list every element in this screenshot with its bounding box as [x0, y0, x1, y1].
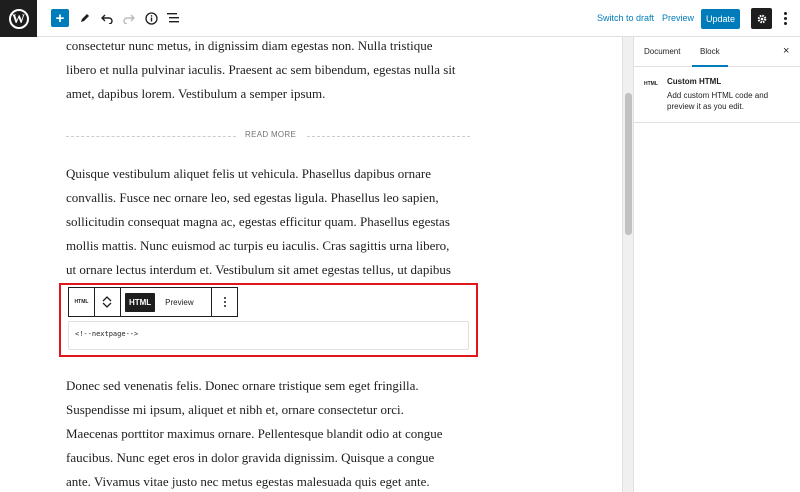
switch-to-draft-link[interactable]: Switch to draft	[597, 13, 655, 23]
block-card-description: Add custom HTML code and preview it as you edit.	[667, 91, 769, 111]
block-options-button[interactable]	[212, 288, 237, 316]
update-button[interactable]: Update	[701, 9, 740, 29]
settings-button[interactable]	[751, 8, 772, 29]
list-view-icon	[167, 12, 180, 24]
dot-icon	[784, 12, 787, 15]
settings-sidebar	[633, 37, 800, 492]
separator-line	[66, 136, 236, 137]
tab-document[interactable]: Document	[644, 47, 681, 56]
block-mover[interactable]	[95, 288, 121, 316]
block-card	[634, 67, 800, 123]
pencil-icon	[79, 12, 91, 24]
editor-canvas	[0, 37, 622, 492]
custom-html-block[interactable]	[59, 283, 478, 357]
wordpress-logo[interactable]	[0, 0, 37, 37]
dot-icon	[784, 22, 787, 25]
wordpress-icon: W	[9, 9, 29, 29]
separator-line	[307, 136, 470, 137]
block-type-button[interactable]: HTML	[69, 288, 95, 316]
dot-icon	[784, 17, 787, 20]
more-options-button[interactable]	[778, 8, 792, 29]
dot-icon	[224, 297, 226, 299]
redo-button[interactable]	[119, 8, 139, 28]
editor-header	[0, 0, 800, 37]
undo-button[interactable]	[97, 8, 117, 28]
outline-button[interactable]	[163, 8, 183, 28]
read-more-label: READ MORE	[245, 130, 297, 139]
read-more-block[interactable]	[66, 130, 470, 144]
tab-block[interactable]: Block	[700, 47, 720, 56]
tab-html[interactable]: HTML	[125, 293, 155, 312]
block-card-title: Custom HTML	[667, 77, 722, 86]
paragraph-block[interactable]: consectetur nunc metus, in dignissim diam egestas non. Nulla tristique libero et nulla pulvinar iaculis. Praesent ac sem bibendum, egestas nulla sit amet, dapibus lorem. Vestibulum a semper ipsum.	[66, 38, 456, 101]
dot-icon	[224, 305, 226, 307]
preview-link[interactable]: Preview	[662, 13, 695, 23]
paragraph-block[interactable]: Donec sed venenatis felis. Donec ornare tristique sem eget fringilla. Suspendisse mi ipsum, aliquet et nibh et, ornare consectetur orci. Maecenas porttitor maximus ornare. Pellentesque blandit odio at congue faucibus. Nunc eget eros in dolor gravida dignissim. Quisque a congue ante. Vivamus vitae justo nec metus egestas malesuada quis eget ante.	[66, 378, 443, 489]
gear-icon	[756, 13, 768, 25]
sidebar-tabs	[634, 37, 800, 67]
redo-icon	[123, 12, 135, 24]
info-icon	[145, 12, 158, 25]
html-block-icon: HTML	[644, 81, 658, 87]
chevron-up-icon	[102, 295, 112, 302]
tools-button[interactable]	[75, 8, 95, 28]
chevron-down-icon	[102, 302, 112, 309]
editor-scrollbar[interactable]	[622, 37, 633, 492]
undo-icon	[101, 12, 113, 24]
tab-preview[interactable]: Preview	[165, 297, 194, 307]
add-block-button[interactable]: +	[51, 9, 69, 27]
scrollbar-thumb[interactable]	[625, 93, 632, 235]
html-preview-tabs	[121, 288, 212, 316]
details-button[interactable]	[141, 8, 161, 28]
html-code-textarea[interactable]: <!--nextpage-->	[68, 321, 469, 350]
close-icon[interactable]: ×	[783, 45, 790, 57]
block-toolbar	[68, 287, 238, 317]
dot-icon	[224, 301, 226, 303]
paragraph-block[interactable]: Quisque vestibulum aliquet felis ut vehicula. Phasellus dapibus ornare convallis. Fusce nec ornare leo, sed egestas ligula. Phasellus leo sapien, sollicitudin consequat magna ac, egestas efficitur quam. Phasellus egestas mollis mattis. Nunc euismod ac turpis eu iaculis. Cras sagittis urna libero, ut ornare lectus interdum et. Vestibulum sit amet egestas tellus, ut dapibus	[66, 166, 451, 277]
